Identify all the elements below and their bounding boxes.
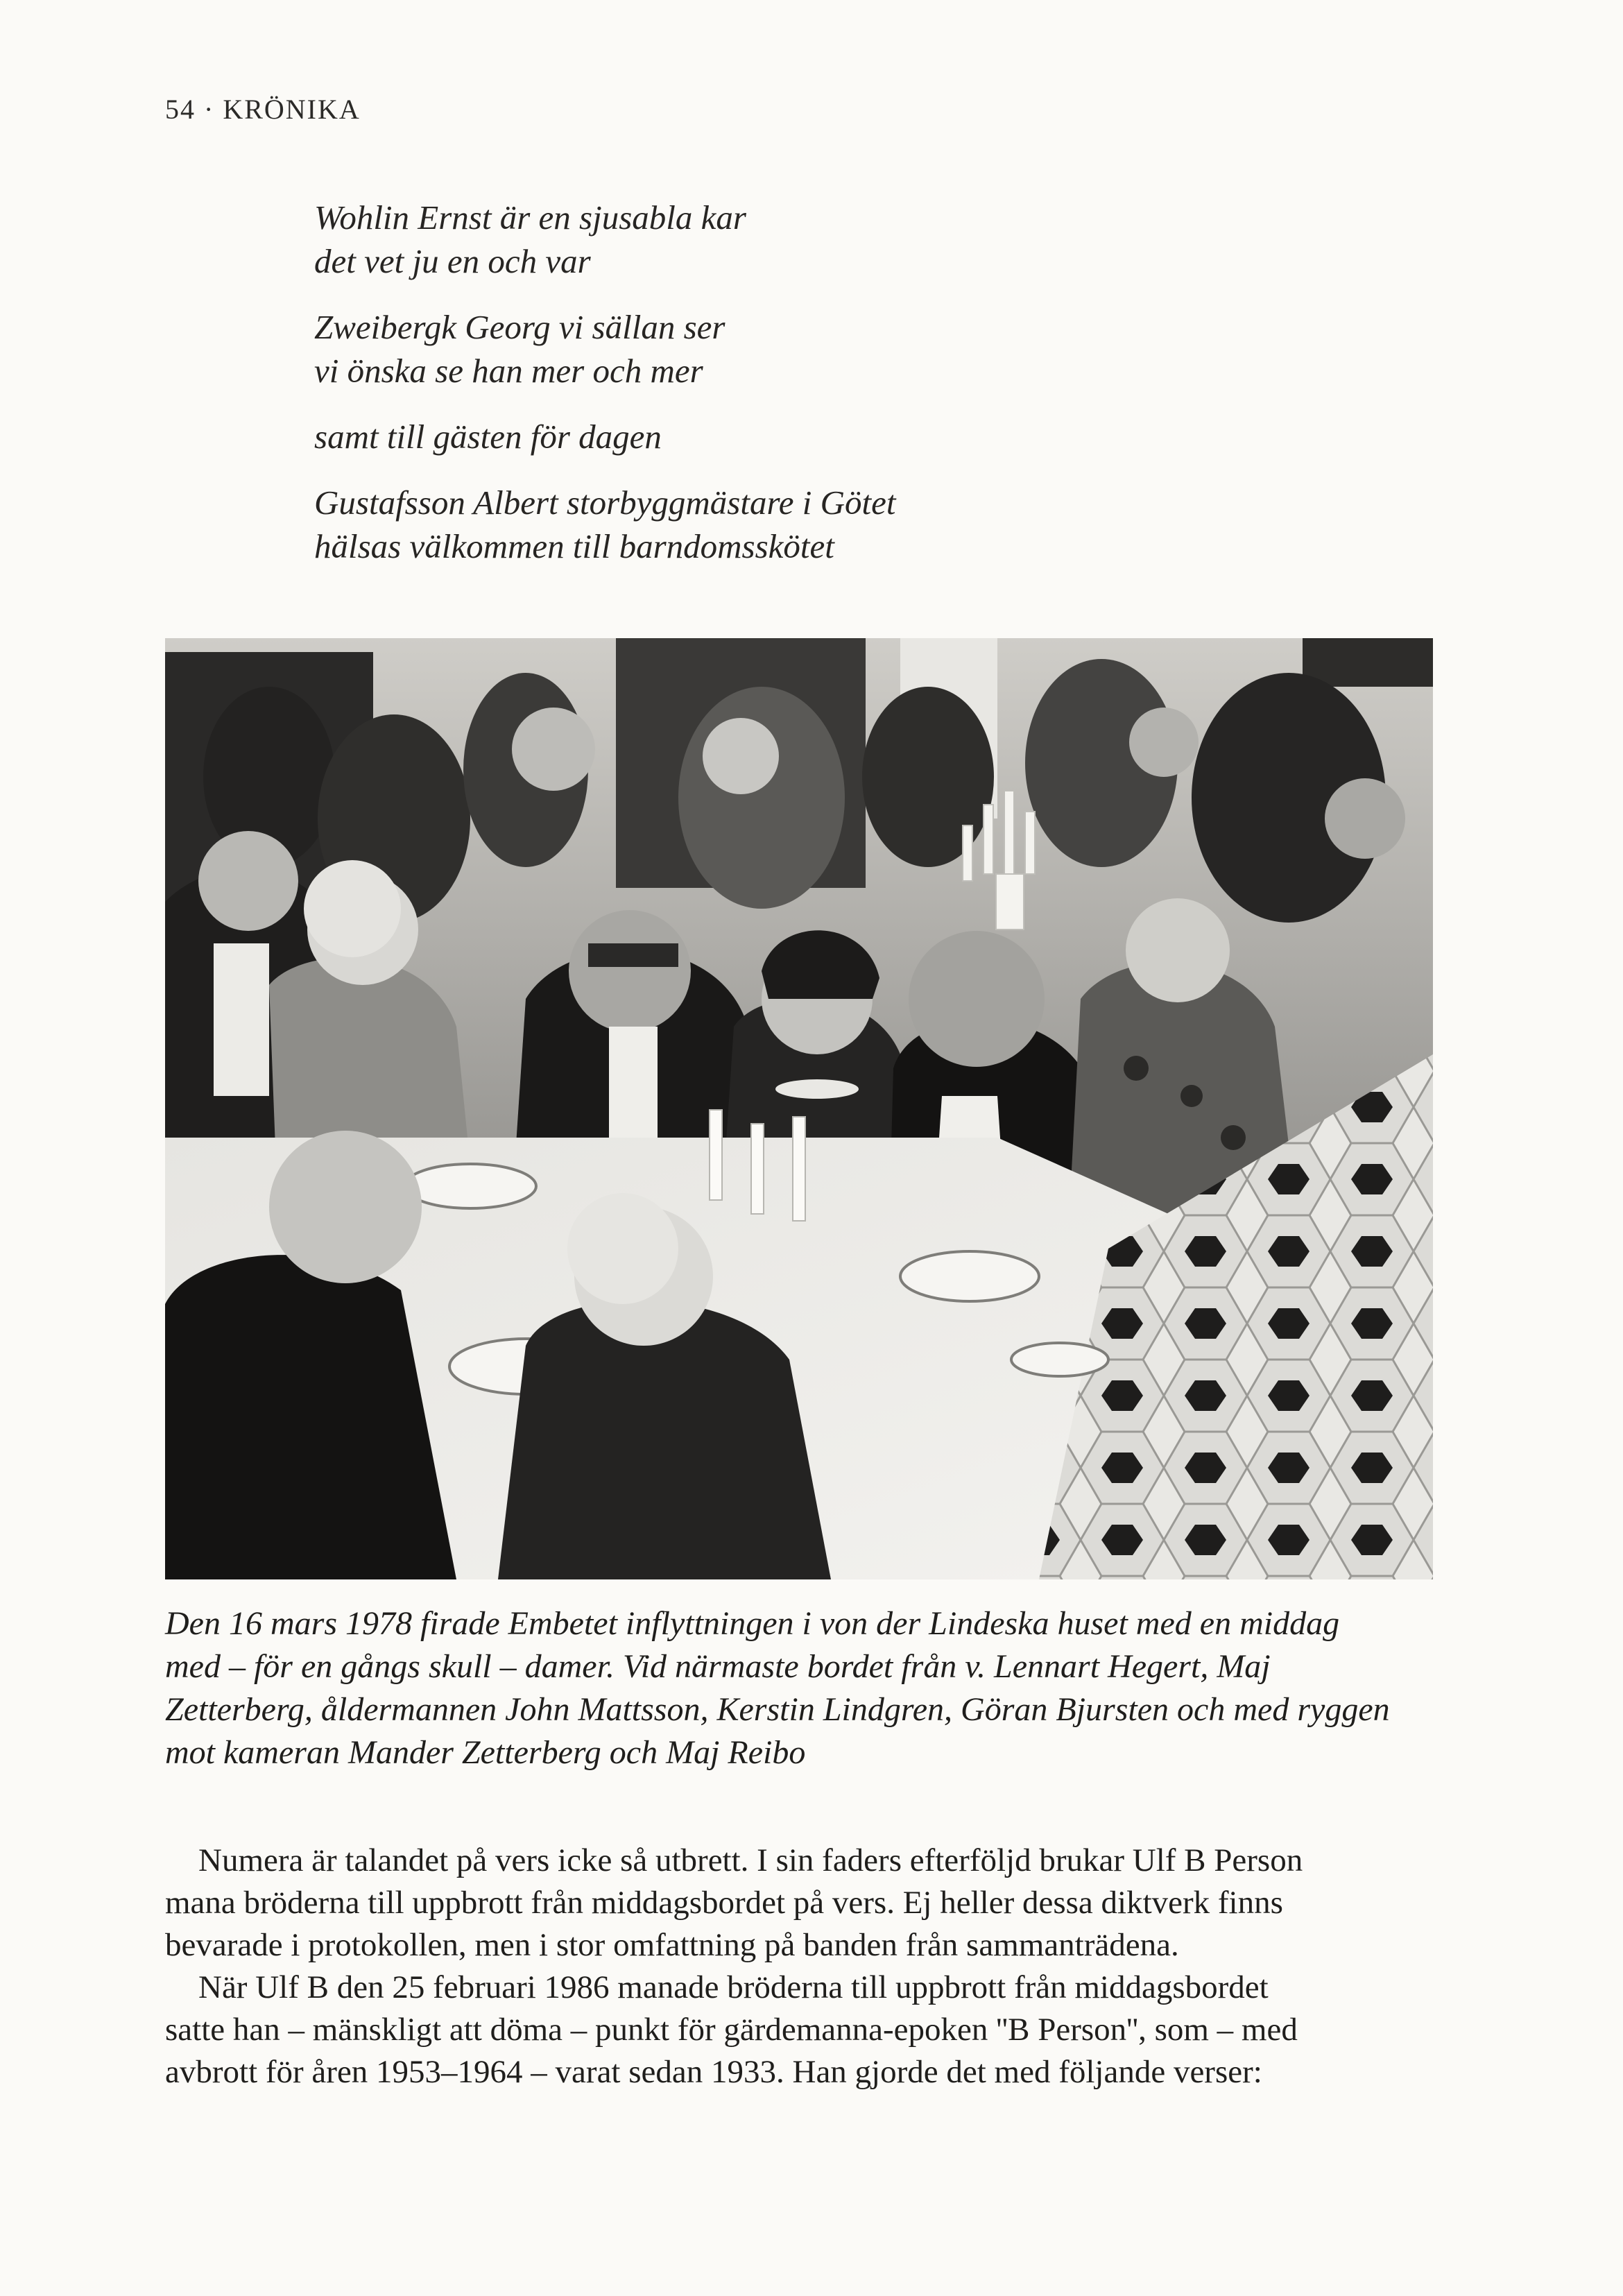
caption-line: mot kameran Mander Zetterberg och Maj Reibo bbox=[165, 1734, 806, 1771]
running-head: 54 · KRÖNIKA bbox=[165, 94, 361, 125]
poem-line: Zweibergk Georg vi sällan ser bbox=[314, 308, 725, 346]
paragraph bbox=[165, 1840, 1434, 1967]
paragraph bbox=[165, 1967, 1434, 2093]
photo-caption bbox=[165, 1602, 1434, 1774]
poem-stanza bbox=[314, 196, 1285, 283]
poem-line: hälsas välkommen till barndomsskötet bbox=[314, 527, 834, 565]
paragraph-line: avbrott för åren 1953–1964 – varat sedan 1933. Han gjorde det med följande verser: bbox=[165, 2054, 1262, 2090]
paragraph-line: satte han – mänskligt att döma – punkt för gärdemanna-epoken ''B Person'', som – med bbox=[165, 2012, 1298, 2048]
caption-line: Den 16 mars 1978 firade Embetet inflyttningen i von der Lindeska huset med en middag bbox=[165, 1605, 1340, 1642]
poem-stanza bbox=[314, 481, 1285, 568]
caption-line: med – för en gångs skull – damer. Vid närmaste bordet från v. Lennart Hegert, Maj bbox=[165, 1648, 1271, 1685]
poem-line: Gustafsson Albert storbyggmästare i Götet bbox=[314, 483, 896, 522]
poem-line: Wohlin Ernst är en sjusabla kar bbox=[314, 198, 746, 237]
poem-line: samt till gästen för dagen bbox=[314, 418, 662, 456]
banquet-photo bbox=[165, 638, 1433, 1579]
poem-stanza bbox=[314, 305, 1285, 393]
paragraph-line: Numera är talandet på vers icke så utbrett. I sin faders efterföljd brukar Ulf B Person bbox=[198, 1842, 1303, 1878]
banquet-photo-illustration bbox=[165, 638, 1433, 1579]
poem-line: det vet ju en och var bbox=[314, 242, 591, 280]
poem-stanza bbox=[314, 415, 1285, 459]
caption-line: Zetterberg, åldermannen John Mattsson, Kerstin Lindgren, Göran Bjursten och med ryggen bbox=[165, 1691, 1390, 1728]
poem-line: vi önska se han mer och mer bbox=[314, 352, 703, 390]
wall-painting bbox=[1303, 638, 1433, 687]
paragraph-line: När Ulf B den 25 februari 1986 manade bröderna till uppbrott från middagsbordet bbox=[198, 1969, 1269, 2005]
paragraph-line: bevarade i protokollen, men i stor omfattning på banden från sammanträdena. bbox=[165, 1927, 1179, 1963]
paragraph-line: mana bröderna till uppbrott från middagsbordet på vers. Ej heller dessa diktverk finns bbox=[165, 1885, 1283, 1921]
body-text bbox=[165, 1840, 1434, 2093]
poem bbox=[314, 196, 1285, 590]
